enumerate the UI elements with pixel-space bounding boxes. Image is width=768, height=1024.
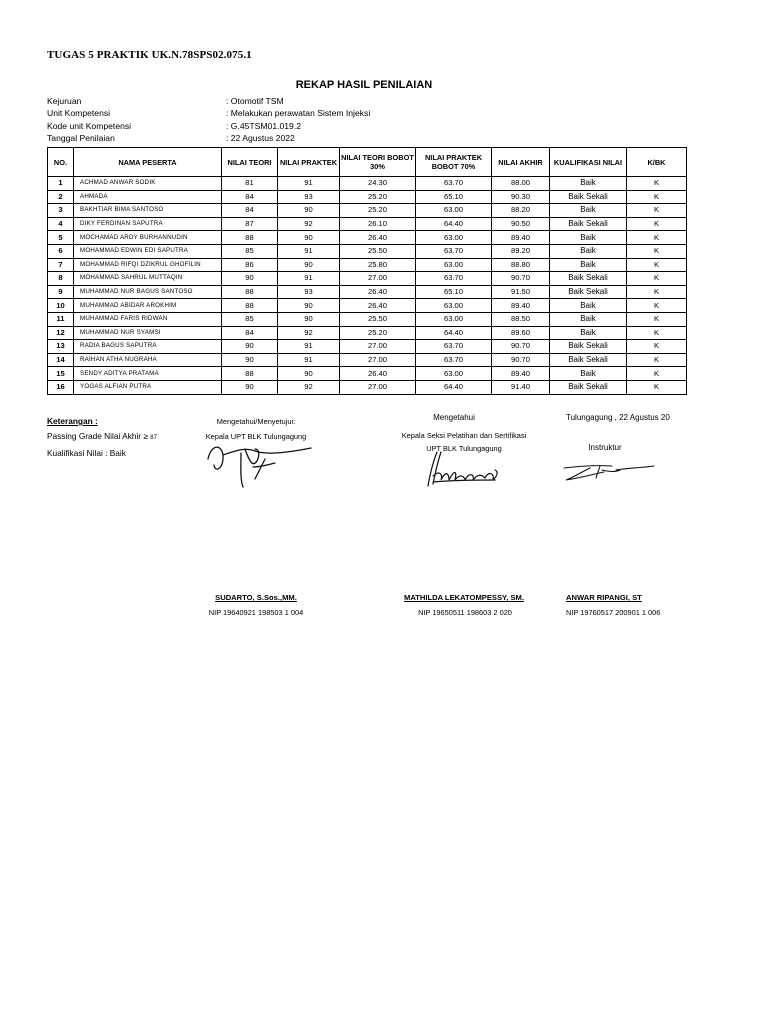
cell-theory: 85 — [222, 312, 278, 326]
cell-qualification: Baik — [550, 204, 627, 218]
passing-grade-value: 87 — [150, 435, 157, 441]
place-date: Tulungagung , 22 Agustus 20 — [566, 413, 670, 422]
cell-k-bk: K — [627, 272, 687, 286]
cell-practice: 93 — [278, 285, 340, 299]
left-signature-image — [205, 437, 315, 492]
cell-k-bk: K — [627, 312, 687, 326]
table-row — [48, 380, 687, 394]
cell-theory-weighted: 26.40 — [340, 299, 416, 313]
table-row — [48, 285, 687, 299]
cell-qualification: Baik Sekali — [550, 353, 627, 367]
cell-k-bk: K — [627, 217, 687, 231]
cell-k-bk: K — [627, 258, 687, 272]
cell-participant-name: RADIA BAGUS SAPUTRA — [74, 340, 222, 354]
cell-participant-name: MUHAMMAD NUR BAGUS SANTOSO — [74, 285, 222, 299]
cell-final-score: 90.30 — [492, 190, 550, 204]
column-header-practice-weighted: NILAI PRAKTEK BOBOT 70% — [416, 148, 492, 177]
document-title: REKAP HASIL PENILAIAN — [295, 79, 433, 91]
cell-practice-weighted: 63.00 — [416, 299, 492, 313]
cell-no: 14 — [48, 353, 74, 367]
cell-practice: 91 — [278, 244, 340, 258]
cell-theory-weighted: 26.10 — [340, 217, 416, 231]
cell-final-score: 89.40 — [492, 231, 550, 245]
cell-theory: 86 — [222, 258, 278, 272]
cell-theory-weighted: 25.20 — [340, 204, 416, 218]
cell-qualification: Baik Sekali — [550, 340, 627, 354]
left-signatory-nip: NIP 19640921 198503 1 004 — [208, 608, 304, 617]
cell-no: 10 — [48, 299, 74, 313]
notes — [47, 414, 157, 461]
cell-practice-weighted: 63.00 — [416, 367, 492, 381]
cell-participant-name: BAKHTIAR BIMA SANTOSO — [74, 204, 222, 218]
cell-practice-weighted: 63.70 — [416, 353, 492, 367]
cell-theory-weighted: 25.50 — [340, 312, 416, 326]
middle-signatory-position-line1: Kepala Seksi Pelatihan dan Sertifikasi — [401, 431, 527, 440]
cell-theory: 90 — [222, 340, 278, 354]
cell-theory-weighted: 27.00 — [340, 340, 416, 354]
table-row — [48, 231, 687, 245]
column-header-final-score: NILAI AKHIR — [492, 148, 550, 177]
info-value: : Otomotif TSM — [226, 96, 284, 106]
task-title: TUGAS 5 PRAKTIK UK.N.78SPS02.075.1 — [47, 49, 252, 61]
cell-practice: 91 — [278, 340, 340, 354]
cell-final-score: 89.40 — [492, 367, 550, 381]
cell-practice-weighted: 64.40 — [416, 326, 492, 340]
cell-qualification: Baik — [550, 177, 627, 191]
cell-theory: 81 — [222, 177, 278, 191]
cell-no: 11 — [48, 312, 74, 326]
info-label: Unit Kompetensi — [47, 108, 111, 119]
cell-final-score: 88.00 — [492, 177, 550, 191]
cell-theory-weighted: 25.20 — [340, 190, 416, 204]
column-header-name: NAMA PESERTA — [74, 148, 222, 177]
cell-practice: 90 — [278, 312, 340, 326]
cell-participant-name: YOGAS ALFIAN PUTRA — [74, 380, 222, 394]
table-row — [48, 353, 687, 367]
passing-grade-label: Passing Grade Nilai Akhir ≥ — [47, 431, 148, 441]
cell-qualification: Baik — [550, 244, 627, 258]
table-row — [48, 258, 687, 272]
info-value: : 22 Agustus 2022 — [226, 132, 295, 143]
cell-participant-name: MOCHAMAD ARDY BURHANNUDIN — [74, 231, 222, 245]
cell-no: 2 — [48, 190, 74, 204]
cell-no: 6 — [48, 244, 74, 258]
right-signature-image — [560, 460, 660, 484]
cell-theory: 88 — [222, 231, 278, 245]
cell-final-score: 91.50 — [492, 285, 550, 299]
right-signatory-name: ANWAR RIPANGI, ST — [566, 593, 642, 602]
cell-practice: 91 — [278, 353, 340, 367]
cell-no: 5 — [48, 231, 74, 245]
middle-signatory-position-line2: UPT BLK Tulungagung — [426, 444, 502, 453]
cell-k-bk: K — [627, 353, 687, 367]
cell-no: 15 — [48, 367, 74, 381]
cell-no: 3 — [48, 204, 74, 218]
table-row — [48, 190, 687, 204]
info-value: : Melakukan perawatan Sistem Injeksi — [226, 108, 371, 119]
right-signatory-nip: NIP 19760517 200901 1 006 — [566, 608, 661, 617]
cell-k-bk: K — [627, 177, 687, 191]
cell-practice: 90 — [278, 258, 340, 272]
cell-k-bk: K — [627, 204, 687, 218]
column-header-no: NO. — [48, 148, 74, 177]
left-signatory-title: Mengetahui/Menyetujui: — [216, 417, 296, 426]
cell-qualification: Baik Sekali — [550, 380, 627, 394]
table-row — [48, 340, 687, 354]
cell-theory-weighted: 25.50 — [340, 244, 416, 258]
cell-qualification: Baik Sekali — [550, 272, 627, 286]
cell-theory-weighted: 24.30 — [340, 177, 416, 191]
left-signatory-position: Kepala UPT BLK Tulungagung — [205, 432, 307, 441]
cell-participant-name: MOHAMMAD EDWIN EDI SAPUTRA — [74, 244, 222, 258]
cell-practice-weighted: 64.40 — [416, 217, 492, 231]
cell-practice: 90 — [278, 299, 340, 313]
cell-theory: 88 — [222, 299, 278, 313]
cell-theory-weighted: 27.00 — [340, 272, 416, 286]
cell-final-score: 90.70 — [492, 340, 550, 354]
cell-k-bk: K — [627, 231, 687, 245]
cell-k-bk: K — [627, 367, 687, 381]
cell-theory-weighted: 26.40 — [340, 231, 416, 245]
table-row — [48, 326, 687, 340]
cell-practice-weighted: 64.40 — [416, 380, 492, 394]
cell-theory: 90 — [222, 353, 278, 367]
cell-practice: 91 — [278, 177, 340, 191]
info-label: Kejuruan — [47, 96, 82, 106]
table-row — [48, 367, 687, 381]
cell-k-bk: K — [627, 340, 687, 354]
table-row — [48, 177, 687, 191]
cell-theory: 87 — [222, 217, 278, 231]
qualification-note: Kualifikasi Nilai : Baik — [47, 448, 126, 458]
cell-participant-name: RAIHAN ATHA NUGRAHA — [74, 353, 222, 367]
cell-practice-weighted: 63.00 — [416, 312, 492, 326]
cell-theory: 90 — [222, 272, 278, 286]
cell-theory: 84 — [222, 326, 278, 340]
cell-qualification: Baik — [550, 326, 627, 340]
cell-practice: 92 — [278, 380, 340, 394]
cell-k-bk: K — [627, 285, 687, 299]
cell-theory: 90 — [222, 380, 278, 394]
column-header-theory-weighted: NILAI TEORI BOBOT 30% — [340, 148, 416, 177]
cell-theory: 84 — [222, 204, 278, 218]
cell-k-bk: K — [627, 244, 687, 258]
cell-qualification: Baik — [550, 312, 627, 326]
cell-k-bk: K — [627, 380, 687, 394]
cell-final-score: 90.70 — [492, 353, 550, 367]
cell-no: 4 — [48, 217, 74, 231]
cell-practice: 93 — [278, 190, 340, 204]
table-header-row — [48, 148, 687, 177]
table-row — [48, 312, 687, 326]
middle-signature-image — [425, 450, 505, 490]
cell-practice: 91 — [278, 272, 340, 286]
info-label: Kode unit Kompetensi — [47, 120, 132, 131]
cell-practice-weighted: 63.70 — [416, 177, 492, 191]
passing-grade — [47, 429, 157, 446]
cell-participant-name: MUHAMMAD ABIDAR AROKHIM — [74, 299, 222, 313]
cell-participant-name: SENDY ADITYA PRATAMA — [74, 367, 222, 381]
cell-no: 1 — [48, 177, 74, 191]
cell-final-score: 89.20 — [492, 244, 550, 258]
cell-theory-weighted: 25.80 — [340, 258, 416, 272]
table-row — [48, 244, 687, 258]
cell-final-score: 90.70 — [492, 272, 550, 286]
cell-k-bk: K — [627, 299, 687, 313]
middle-signatory-nip: NIP 19650511 198603 2 020 — [418, 608, 512, 617]
cell-participant-name: DIKY FERDINAN SAPUTRA — [74, 217, 222, 231]
cell-practice: 90 — [278, 231, 340, 245]
column-header-qualification: KUALIFIKASI NILAI — [550, 148, 627, 177]
column-header-theory: NILAI TEORI — [222, 148, 278, 177]
cell-practice: 92 — [278, 326, 340, 340]
cell-practice: 90 — [278, 204, 340, 218]
cell-practice: 92 — [278, 217, 340, 231]
cell-final-score: 90.50 — [492, 217, 550, 231]
cell-theory-weighted: 27.00 — [340, 353, 416, 367]
table-row — [48, 204, 687, 218]
cell-final-score: 91.40 — [492, 380, 550, 394]
cell-participant-name: ACHMAD ANWAR SODIK — [74, 177, 222, 191]
cell-final-score: 88.50 — [492, 312, 550, 326]
cell-participant-name: MUHAMMAD NUR SYAMSI — [74, 326, 222, 340]
cell-no: 9 — [48, 285, 74, 299]
cell-theory: 84 — [222, 190, 278, 204]
left-signatory-name: SUDARTO, S.Sos.,MM. — [215, 593, 297, 602]
info-value: : G.45TSM01.019.2 — [226, 120, 301, 131]
cell-qualification: Baik Sekali — [550, 190, 627, 204]
cell-no: 7 — [48, 258, 74, 272]
table-row — [48, 217, 687, 231]
cell-final-score: 89.40 — [492, 299, 550, 313]
cell-qualification: Baik Sekali — [550, 285, 627, 299]
cell-theory: 88 — [222, 285, 278, 299]
cell-practice-weighted: 65.10 — [416, 285, 492, 299]
cell-qualification: Baik Sekali — [550, 217, 627, 231]
column-header-k-bk: K/BK — [627, 148, 687, 177]
cell-theory-weighted: 27.00 — [340, 380, 416, 394]
cell-k-bk: K — [627, 190, 687, 204]
cell-k-bk: K — [627, 326, 687, 340]
cell-practice-weighted: 63.00 — [416, 204, 492, 218]
cell-practice-weighted: 63.70 — [416, 244, 492, 258]
cell-participant-name: MOHAMMAD RIFQI DZIKRUL GHOFILIN — [74, 258, 222, 272]
column-header-practice: NILAI PRAKTEK — [278, 148, 340, 177]
notes-heading: Keterangan : — [47, 416, 98, 426]
cell-qualification: Baik — [550, 299, 627, 313]
cell-qualification: Baik — [550, 231, 627, 245]
middle-signatory-title: Mengetahui — [433, 413, 475, 422]
cell-theory-weighted: 25.20 — [340, 326, 416, 340]
cell-no: 16 — [48, 380, 74, 394]
cell-theory: 88 — [222, 367, 278, 381]
cell-qualification: Baik — [550, 367, 627, 381]
cell-practice-weighted: 65.10 — [416, 190, 492, 204]
results-table — [47, 147, 687, 395]
cell-theory: 85 — [222, 244, 278, 258]
middle-signatory-name: MATHILDA LEKATOMPESSY, SM. — [404, 593, 524, 602]
cell-practice-weighted: 63.00 — [416, 258, 492, 272]
cell-practice-weighted: 63.70 — [416, 272, 492, 286]
cell-participant-name: MUHAMMAD FARIS RIDWAN — [74, 312, 222, 326]
cell-participant-name: AHMADA — [74, 190, 222, 204]
cell-no: 12 — [48, 326, 74, 340]
cell-final-score: 89.60 — [492, 326, 550, 340]
cell-practice: 90 — [278, 367, 340, 381]
cell-practice-weighted: 63.70 — [416, 340, 492, 354]
right-signatory-position: Instruktur — [588, 443, 622, 452]
info-label: Tanggal Penilaian — [47, 132, 115, 143]
cell-final-score: 88.20 — [492, 204, 550, 218]
cell-final-score: 88.80 — [492, 258, 550, 272]
cell-no: 13 — [48, 340, 74, 354]
cell-no: 8 — [48, 272, 74, 286]
cell-practice-weighted: 63.00 — [416, 231, 492, 245]
cell-participant-name: MOHAMMAD SAHRUL MUTTAQIN — [74, 272, 222, 286]
cell-qualification: Baik — [550, 258, 627, 272]
table-row — [48, 272, 687, 286]
table-row — [48, 299, 687, 313]
cell-theory-weighted: 26.40 — [340, 285, 416, 299]
cell-theory-weighted: 26.40 — [340, 367, 416, 381]
